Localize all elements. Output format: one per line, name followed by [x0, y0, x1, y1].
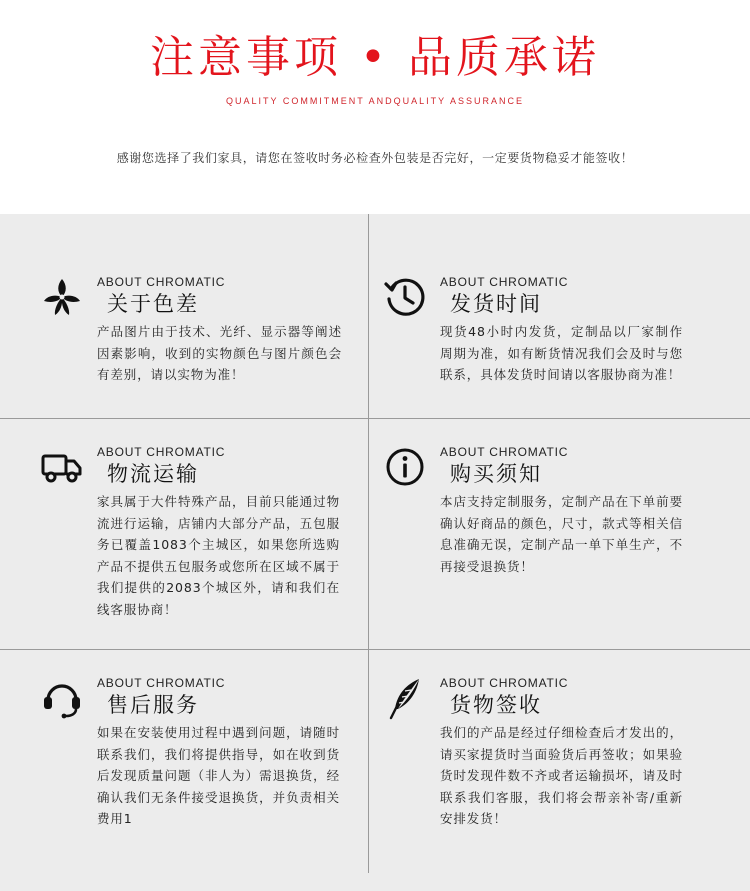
section-color-difference: [97, 275, 342, 386]
section-logistics: [97, 445, 340, 620]
row-divider: [0, 418, 750, 419]
page-subtitle: QUALITY COMMITMENT ANDQUALITY ASSURANCE: [225, 96, 525, 106]
section-text: 产品图片由于技术、光纤、显示器等阐述因素影响，收到的实物颜色与图片颜色会有差别，请以实物为准！: [97, 324, 342, 382]
info-icon: [383, 445, 427, 489]
section-en-label: ABOUT CHROMATIC: [440, 676, 569, 690]
section-en-label: ABOUT CHROMATIC: [440, 275, 569, 289]
section-text: 如果在安装使用过程中遇到问题，请随时联系我们，我们将提供指导，如在收到货后发现质量问题（非人为）需退换货，经确认我们无条件接受退换货，并负责相关费用1: [97, 725, 340, 826]
section-en-label: ABOUT CHROMATIC: [97, 275, 226, 289]
headset-icon: [40, 676, 84, 720]
section-title: 物流运输: [107, 462, 199, 486]
section-delivery-signoff: [440, 676, 683, 830]
intro-text: 感谢您选择了我们家具，请您在签收时务必检查外包装是否完好，一定要货物稳妥才能签收！: [116, 151, 634, 165]
section-title: 关于色差: [107, 292, 199, 316]
section-title: 发货时间: [450, 292, 542, 316]
truck-icon: [40, 445, 84, 489]
section-title: 购买须知: [450, 462, 542, 486]
column-divider: [368, 214, 369, 873]
section-text: 本店支持定制服务，定制产品在下单前要确认好商品的颜色，尺寸，款式等相关信息准确无误，定制产品一单下单生产，不再接受退换货！: [440, 494, 683, 574]
section-shipping-time: [440, 275, 683, 386]
header: [0, 0, 750, 214]
row-divider: [0, 649, 750, 650]
section-en-label: ABOUT CHROMATIC: [440, 445, 569, 459]
flower-icon: [40, 275, 84, 319]
section-text: 我们的产品是经过仔细检查后才发出的，请买家提货时当面验货后再签收；如果验货时发现件数不齐或者运输损坏，请及时联系我们客服，我们将会帮亲补寄/重新安排发货！: [440, 725, 683, 826]
section-text: 家具属于大件特殊产品，目前只能通过物流进行运输，店铺内大部分产品，五包服务已覆盖1083个主城区，如果您所选购产品不提供五包服务或您所在区域不属于我们提供的2083个城区外，请和我们在线客服协商！: [97, 494, 340, 617]
notice-grid: [0, 214, 750, 891]
page-title: 注意事项 • 品质承诺: [150, 32, 600, 83]
section-title: 售后服务: [107, 693, 199, 717]
feather-icon: [383, 676, 427, 720]
section-en-label: ABOUT CHROMATIC: [97, 676, 226, 690]
clock-history-icon: [383, 275, 427, 319]
section-en-label: ABOUT CHROMATIC: [97, 445, 226, 459]
section-purchase-notice: [440, 445, 683, 577]
section-text: 现货48小时内发货，定制品以厂家制作周期为准，如有断货情况我们会及时与您联系，具体发货时间请以客服协商为准！: [440, 324, 683, 382]
section-title: 货物签收: [450, 693, 542, 717]
section-after-sales: [97, 676, 340, 830]
